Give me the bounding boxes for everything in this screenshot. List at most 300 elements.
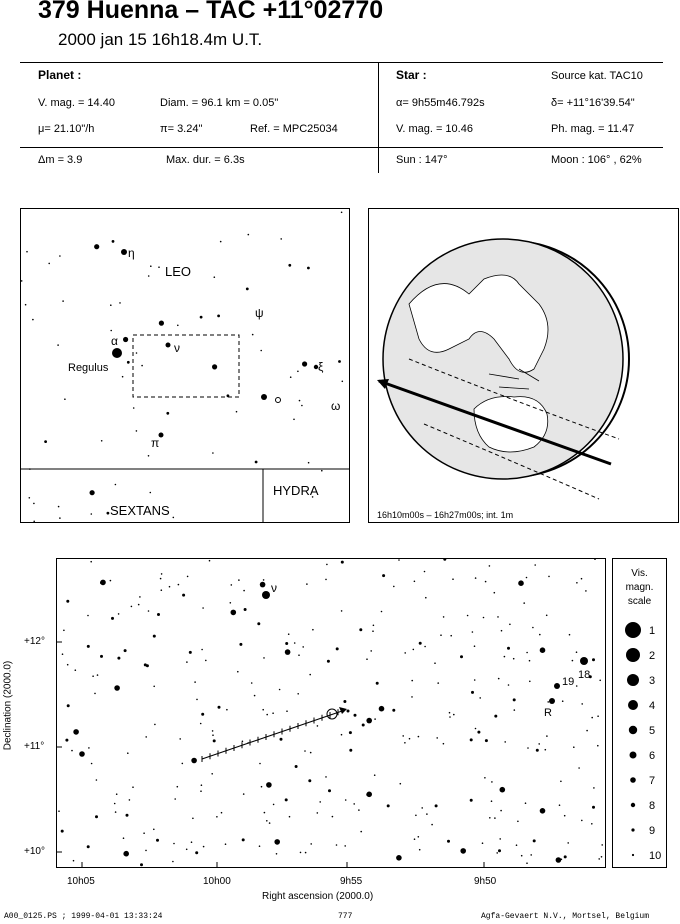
background-star (379, 706, 385, 712)
background-star (214, 276, 216, 278)
star-vmag: V. mag. = 10.46 (396, 123, 473, 135)
background-star (107, 512, 110, 515)
scale-label: 3 (649, 675, 656, 687)
background-star (424, 571, 426, 573)
background-star (25, 304, 27, 306)
label-alpha: α (111, 334, 118, 348)
background-star (110, 330, 112, 332)
background-star (599, 680, 601, 682)
ytick-12: +12° (24, 636, 45, 647)
background-star (529, 681, 531, 683)
background-star (62, 653, 64, 655)
background-star (325, 776, 327, 778)
background-star (409, 738, 411, 740)
background-star (526, 652, 528, 654)
background-star (482, 842, 484, 844)
background-star (345, 799, 347, 801)
background-star (398, 559, 400, 561)
globe-time-caption: 16h10m00s – 16h27m00s; int. 1m (377, 510, 514, 520)
background-star (366, 793, 369, 796)
label-pi: π (151, 436, 160, 450)
scale-label: 6 (649, 750, 656, 762)
background-star (546, 615, 548, 617)
background-star (460, 655, 463, 658)
xtick-9h50: 9h50 (474, 876, 497, 887)
background-star (127, 752, 129, 754)
background-star (114, 685, 120, 691)
planet-heading: Planet : (38, 68, 82, 82)
background-star (59, 517, 61, 519)
background-star (110, 304, 112, 306)
scale-label: 2 (649, 650, 656, 662)
label-nu-detail: ν (271, 581, 277, 595)
background-star (302, 361, 307, 366)
background-star (532, 627, 534, 629)
background-star (148, 275, 150, 277)
background-star (156, 839, 159, 842)
background-star (191, 841, 193, 843)
background-star (33, 521, 35, 523)
background-star (201, 784, 203, 786)
background-star (158, 266, 160, 268)
background-star (546, 735, 548, 737)
background-star (419, 642, 422, 645)
background-star (494, 715, 497, 718)
background-star (211, 773, 213, 775)
background-star (231, 610, 237, 616)
scale-dot (626, 648, 640, 662)
xtick-10h00: 10h00 (203, 876, 231, 887)
scale-dot (630, 777, 636, 783)
background-star (518, 580, 524, 586)
background-star (411, 696, 413, 698)
background-star (347, 710, 350, 713)
background-star (87, 615, 89, 617)
label-eta: η (128, 246, 135, 260)
background-star (131, 606, 133, 608)
background-star (140, 863, 143, 866)
background-star (201, 713, 204, 716)
background-star (548, 576, 550, 578)
background-star (341, 734, 343, 736)
globe-map (369, 209, 678, 522)
background-star (517, 821, 519, 823)
background-star (484, 777, 486, 779)
background-star (414, 838, 416, 840)
background-star (507, 647, 510, 650)
background-star (266, 782, 272, 788)
background-star (310, 752, 312, 754)
background-star (29, 497, 31, 499)
background-star (483, 617, 485, 619)
background-star (186, 661, 188, 663)
background-star (260, 582, 266, 588)
background-star (372, 630, 374, 632)
regulus-star (112, 348, 122, 358)
background-star (317, 725, 319, 727)
background-star (64, 398, 66, 400)
background-star (276, 853, 278, 855)
background-star (159, 321, 164, 326)
background-star (545, 749, 547, 751)
background-star (514, 709, 516, 711)
table-top-rule (20, 62, 663, 63)
ytick-11: +11° (24, 741, 45, 752)
background-star (341, 561, 344, 564)
background-star (148, 610, 150, 612)
background-star (218, 706, 221, 709)
background-star (212, 452, 214, 454)
background-star (195, 851, 198, 854)
background-star (402, 735, 404, 737)
table-divider (378, 63, 379, 173)
background-star (90, 561, 92, 563)
background-star (501, 630, 503, 632)
scale-dot (631, 828, 634, 831)
scale-dot (628, 700, 638, 710)
background-star (304, 750, 306, 752)
background-star (279, 689, 281, 691)
background-star (338, 360, 341, 363)
label-regulus: Regulus (68, 362, 109, 374)
background-star (115, 484, 117, 486)
background-star (73, 729, 79, 735)
background-star (257, 622, 260, 625)
background-star (115, 811, 117, 813)
background-star (592, 658, 595, 661)
background-star (547, 701, 549, 703)
omicron-star-dot (261, 394, 267, 400)
background-star (376, 682, 379, 685)
background-star (477, 731, 480, 734)
background-star (132, 786, 134, 788)
background-star (179, 738, 181, 740)
scale-label: 4 (649, 700, 656, 712)
background-star (310, 843, 312, 845)
background-star (360, 831, 362, 833)
background-star (295, 765, 298, 768)
background-star (124, 649, 127, 652)
background-star (586, 730, 588, 732)
background-star (298, 654, 300, 656)
background-star (141, 365, 143, 367)
background-star (154, 724, 156, 726)
label-r: R (544, 707, 552, 719)
background-star (309, 674, 311, 676)
background-star (280, 738, 283, 741)
background-star (58, 810, 60, 812)
nu-star (166, 343, 171, 348)
background-star (212, 734, 214, 736)
background-star (527, 747, 529, 749)
background-star (238, 579, 240, 581)
star-r (549, 698, 555, 704)
background-star (576, 582, 578, 584)
background-star (139, 596, 141, 598)
background-star (203, 846, 205, 848)
ytick-10: +10° (24, 846, 45, 857)
sun-elongation: Sun : 147° (396, 154, 448, 166)
background-star (123, 837, 125, 839)
planet-vmag: V. mag. = 14.40 (38, 97, 115, 109)
background-star (153, 829, 155, 831)
background-star (182, 594, 185, 597)
background-star (146, 664, 149, 667)
background-star (598, 858, 600, 860)
background-star (319, 801, 321, 803)
background-star (148, 455, 150, 457)
background-star (172, 861, 174, 863)
background-star (100, 580, 106, 586)
background-star (299, 400, 301, 402)
footer-page: 777 (338, 912, 353, 921)
label-xi: ξ (318, 360, 324, 374)
label-nu: ν (174, 341, 180, 355)
background-star (66, 600, 69, 603)
scale-dot (627, 674, 639, 686)
background-star (21, 280, 23, 282)
star-phmag: Ph. mag. = 11.47 (551, 123, 635, 135)
background-star (288, 264, 291, 267)
background-star (187, 576, 189, 578)
background-star (312, 629, 314, 631)
background-star (289, 816, 291, 818)
label-psi: ψ (255, 306, 264, 320)
background-star (525, 802, 527, 804)
background-star (33, 503, 35, 505)
background-star (221, 812, 223, 814)
background-star (150, 492, 152, 494)
declination-axis-title: Declination (2000.0) (2, 660, 14, 751)
background-star (411, 680, 413, 682)
background-star (362, 724, 365, 727)
background-star (236, 411, 238, 413)
background-star (161, 573, 163, 575)
background-star (243, 590, 245, 592)
background-star (75, 669, 77, 671)
background-star (400, 783, 402, 785)
background-star (201, 649, 203, 651)
background-star (297, 693, 299, 695)
background-star (392, 709, 395, 712)
background-star (91, 513, 93, 515)
background-star (123, 337, 128, 342)
label-hydra: HYDRA (273, 483, 319, 498)
star-dec: δ= +11°16'39.54" (551, 97, 635, 109)
label-18: 18 (578, 669, 591, 681)
background-star (61, 830, 64, 833)
background-star (418, 836, 420, 838)
star-heading: Star : (396, 68, 427, 82)
background-star (251, 682, 253, 684)
background-star (67, 704, 70, 707)
moon-info: Moon : 106° , 62% (551, 154, 642, 166)
scale-dot (629, 726, 637, 734)
background-star (382, 574, 385, 577)
background-star (500, 810, 502, 812)
background-star (415, 815, 417, 817)
background-star (67, 664, 69, 666)
background-star (209, 560, 211, 562)
background-star (117, 657, 120, 660)
background-star (100, 655, 103, 658)
background-star (366, 718, 372, 724)
background-star (440, 634, 442, 636)
omicron-marker (276, 398, 281, 403)
background-star (44, 440, 47, 443)
background-star (474, 645, 476, 647)
background-star (443, 616, 445, 618)
background-star (414, 581, 416, 583)
background-star (202, 607, 204, 609)
background-star (272, 712, 274, 714)
background-star (32, 319, 34, 321)
background-star (174, 798, 176, 800)
background-star (504, 741, 506, 743)
background-star (169, 586, 171, 588)
background-star (576, 685, 578, 687)
background-star (262, 709, 264, 711)
background-star (145, 850, 147, 852)
background-star (460, 848, 466, 854)
background-star (122, 376, 124, 378)
background-star (556, 857, 562, 863)
background-star (126, 814, 129, 817)
xtick-10h05: 10h05 (67, 876, 95, 887)
background-star (500, 787, 506, 793)
background-star (321, 470, 323, 472)
background-star (559, 804, 561, 806)
background-star (136, 430, 138, 432)
background-star (178, 584, 180, 586)
background-star (177, 325, 179, 327)
label-sextans: SEXTANS (110, 503, 170, 518)
background-star (597, 745, 599, 747)
background-star (449, 716, 451, 718)
background-star (592, 806, 595, 809)
delta-mag: Δm = 3.9 (38, 154, 83, 166)
background-star (491, 800, 493, 802)
background-star (161, 589, 163, 591)
background-star (242, 838, 245, 841)
background-star (26, 251, 28, 253)
background-star (65, 739, 68, 742)
background-star (248, 234, 250, 236)
background-star (344, 845, 346, 847)
scale-dot (632, 854, 634, 856)
background-star (63, 630, 65, 632)
background-star (366, 658, 368, 660)
background-star (112, 240, 115, 243)
label-leo: LEO (165, 264, 192, 279)
planet-parallax: π= 3.24" (160, 123, 203, 135)
background-star (189, 651, 192, 654)
background-star (328, 789, 331, 792)
background-star (317, 812, 319, 814)
background-star (581, 578, 583, 580)
background-star (496, 852, 498, 854)
background-star (173, 843, 175, 845)
background-star (186, 849, 188, 851)
background-star (192, 818, 194, 820)
background-star (578, 767, 580, 769)
background-star (572, 660, 574, 662)
background-star (325, 579, 327, 581)
background-star (260, 350, 262, 352)
background-star (111, 617, 114, 620)
scale-dot (625, 622, 641, 638)
background-star (534, 564, 536, 566)
background-star (244, 608, 247, 611)
background-star (585, 590, 587, 592)
background-star (266, 714, 268, 716)
background-star (71, 750, 73, 752)
background-star (467, 615, 469, 617)
background-star (177, 786, 179, 788)
background-star (425, 597, 427, 599)
background-star (431, 824, 433, 826)
background-star (92, 675, 94, 677)
background-star (217, 315, 220, 318)
magnitude-scale (612, 558, 667, 868)
background-star (479, 697, 481, 699)
background-star (216, 816, 218, 818)
australia-landmass (474, 397, 548, 453)
background-star (341, 212, 343, 214)
star-18 (580, 657, 588, 665)
background-star (509, 624, 511, 626)
background-star (594, 559, 596, 560)
x-axis-title: Right ascension (2000.0) (262, 891, 374, 902)
background-star (354, 714, 357, 717)
background-star (286, 710, 288, 712)
background-star (426, 813, 428, 815)
background-star (94, 244, 99, 249)
background-star (540, 647, 546, 653)
background-star (499, 838, 501, 840)
background-star (538, 743, 540, 745)
background-star (491, 781, 493, 783)
background-star (237, 671, 239, 673)
background-star (581, 703, 583, 705)
eta-star (121, 249, 127, 255)
background-star (308, 462, 310, 464)
background-star (133, 407, 135, 409)
background-star (79, 751, 85, 757)
scale-label: 9 (649, 825, 656, 837)
label-19: 19 (562, 676, 575, 688)
background-star (297, 371, 299, 373)
background-star (200, 790, 202, 792)
star-source: Source kat. TAC10 (551, 70, 643, 82)
footer-file: A00_0125.PS ; 1999-04-01 13:33:24 (4, 912, 163, 921)
background-star (591, 823, 593, 825)
background-star (194, 681, 196, 683)
background-star (116, 793, 118, 795)
background-star (540, 808, 546, 814)
background-star (263, 657, 265, 659)
background-star (424, 646, 426, 648)
background-star (374, 774, 376, 776)
background-star (143, 832, 145, 834)
scale-title: Vis. magn. scale (625, 568, 654, 607)
background-star (516, 844, 518, 846)
background-star (205, 660, 207, 662)
background-star (471, 691, 474, 694)
event-datetime (58, 30, 262, 50)
background-star (119, 302, 121, 304)
background-star (123, 851, 129, 857)
